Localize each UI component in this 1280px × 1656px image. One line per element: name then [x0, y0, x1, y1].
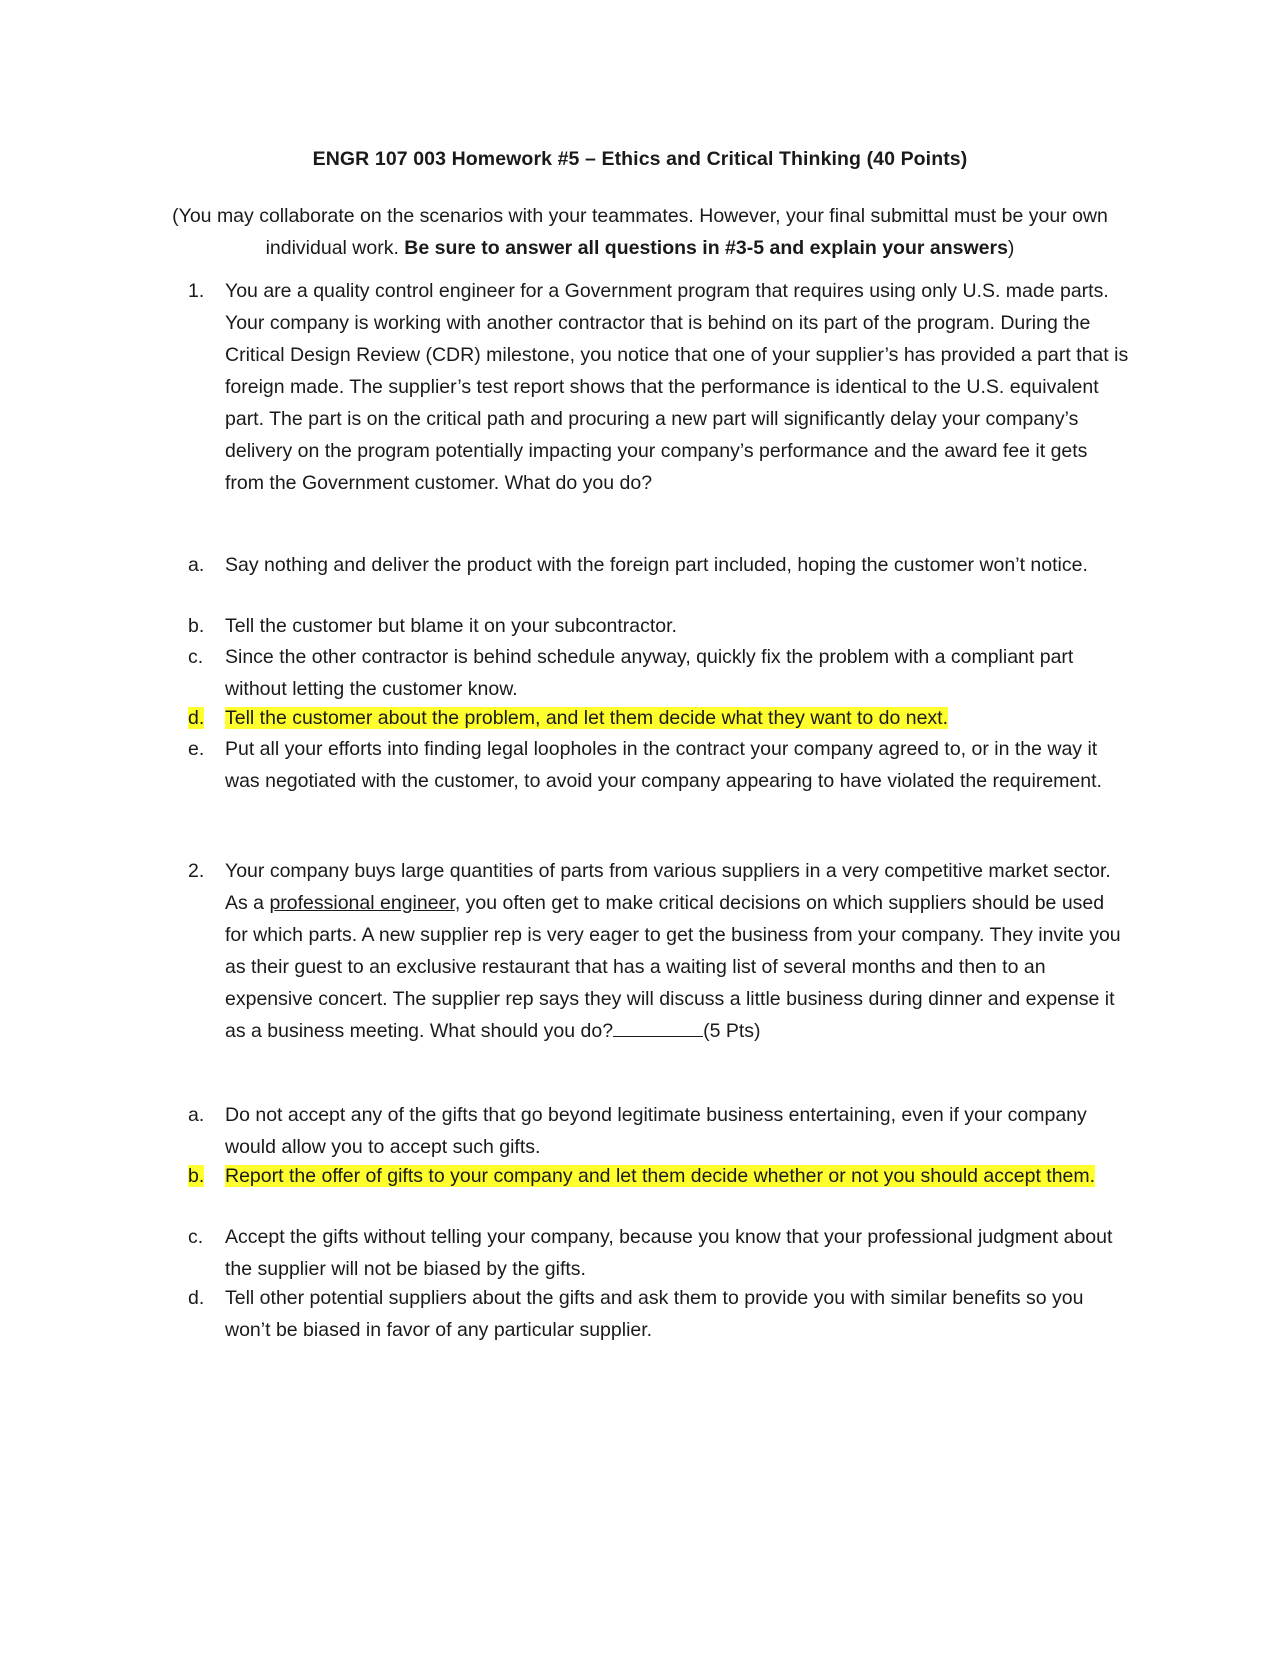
q2-option-a-label: a. [188, 1104, 205, 1126]
q1-option-a: Say nothing and deliver the product with the foreign part included, hoping the customer won’t notice. [225, 554, 1088, 576]
q1-option-b: Tell the customer but blame it on your subcontractor. [225, 615, 677, 637]
q2-underlined-term: professional engineer [269, 892, 455, 914]
q1-number: 1. [188, 280, 205, 302]
intro-close: ) [1007, 237, 1015, 259]
q2-text [225, 855, 1130, 1047]
intro-bold-text: Be sure to answer all questions in #3-5 and explain your answers [404, 237, 1008, 259]
q1-option-e-label: e. [188, 738, 205, 760]
q2-points: (5 Pts) [703, 1020, 761, 1042]
q1-option-c: Since the other contractor is behind schedule anyway, quickly fix the problem with a compliant part without letting the customer know. [225, 646, 1074, 700]
q2-option-a: Do not accept any of the gifts that go beyond legitimate business entertaining, even if your company would allow you to accept such gifts. [225, 1104, 1087, 1158]
page-title: ENGR 107 003 Homework #5 – Ethics and Critical Thinking (40 Points) [312, 148, 968, 170]
q1-option-d [225, 702, 1130, 734]
q1-option-b-label: b. [188, 615, 205, 637]
q2-option-b-label-highlight: b. [188, 1165, 205, 1187]
q1-option-d-label [188, 702, 204, 734]
q2-option-d-label: d. [188, 1287, 205, 1309]
q2-option-b-highlighted-text: Report the offer of gifts to your company and let them decide whether or not you should accept them. [225, 1165, 1096, 1187]
q1-option-e: Put all your efforts into finding legal loopholes in the contract your company agreed to, or in the way it was negotiated with the customer, to avoid your company appearing to have violated the requirement. [225, 738, 1102, 792]
q1-option-a-label: a. [188, 554, 205, 576]
intro-paragraph [160, 200, 1120, 264]
q2-option-c-label: c. [188, 1226, 204, 1248]
q2-text-start: Your company buys large quantities of parts from various suppliers in a very competitive market sector. As a [225, 860, 1111, 914]
q2-option-d: Tell other potential suppliers about the gifts and ask them to provide you with similar benefits so you won’t be biased in favor of any particular supplier. [225, 1287, 1084, 1341]
q2-option-c: Accept the gifts without telling your company, because you know that your professional judgment about the supplier will not be biased by the gifts. [225, 1226, 1113, 1280]
q2-option-b [225, 1160, 1130, 1192]
q1-option-d-highlighted-text: Tell the customer about the problem, and let them decide what they want to do next. [225, 707, 949, 729]
q2-option-b-label [188, 1160, 204, 1192]
intro-text: (You may collaborate on the scenarios with your teammates. However, your final submittal must be your own individual work. [172, 205, 1108, 259]
q2-text-end: , you often get to make critical decisions on which suppliers should be used for which parts. A new supplier rep is very eager to get the business from your company. They invite you as their guest to an exclusive restaurant that has a waiting list of several months and then to an expensive concert. The supplier rep says they will discuss a little business during dinner and expense it as a business meeting. What should you do? [225, 892, 1121, 1042]
answer-blank[interactable] [613, 1018, 703, 1037]
q1-option-c-label: c. [188, 646, 204, 668]
q1-text: You are a quality control engineer for a Government program that requires using only U.S. made parts. Your company is working with another contractor that is behind on its part of the program. During the Critical Design Review (CDR) milestone, you notice that one of your supplier’s has provided a part that is foreign made. The supplier’s test report shows that the performance is identical to the U.S. equivalent part. The part is on the critical path and procuring a new part will significantly delay your company’s delivery on the program potentially impacting your company’s performance and the award fee it gets from the Government customer. What do you do? [225, 280, 1129, 494]
q2-number: 2. [188, 860, 205, 882]
q1-option-d-label-highlight: d. [188, 707, 205, 729]
